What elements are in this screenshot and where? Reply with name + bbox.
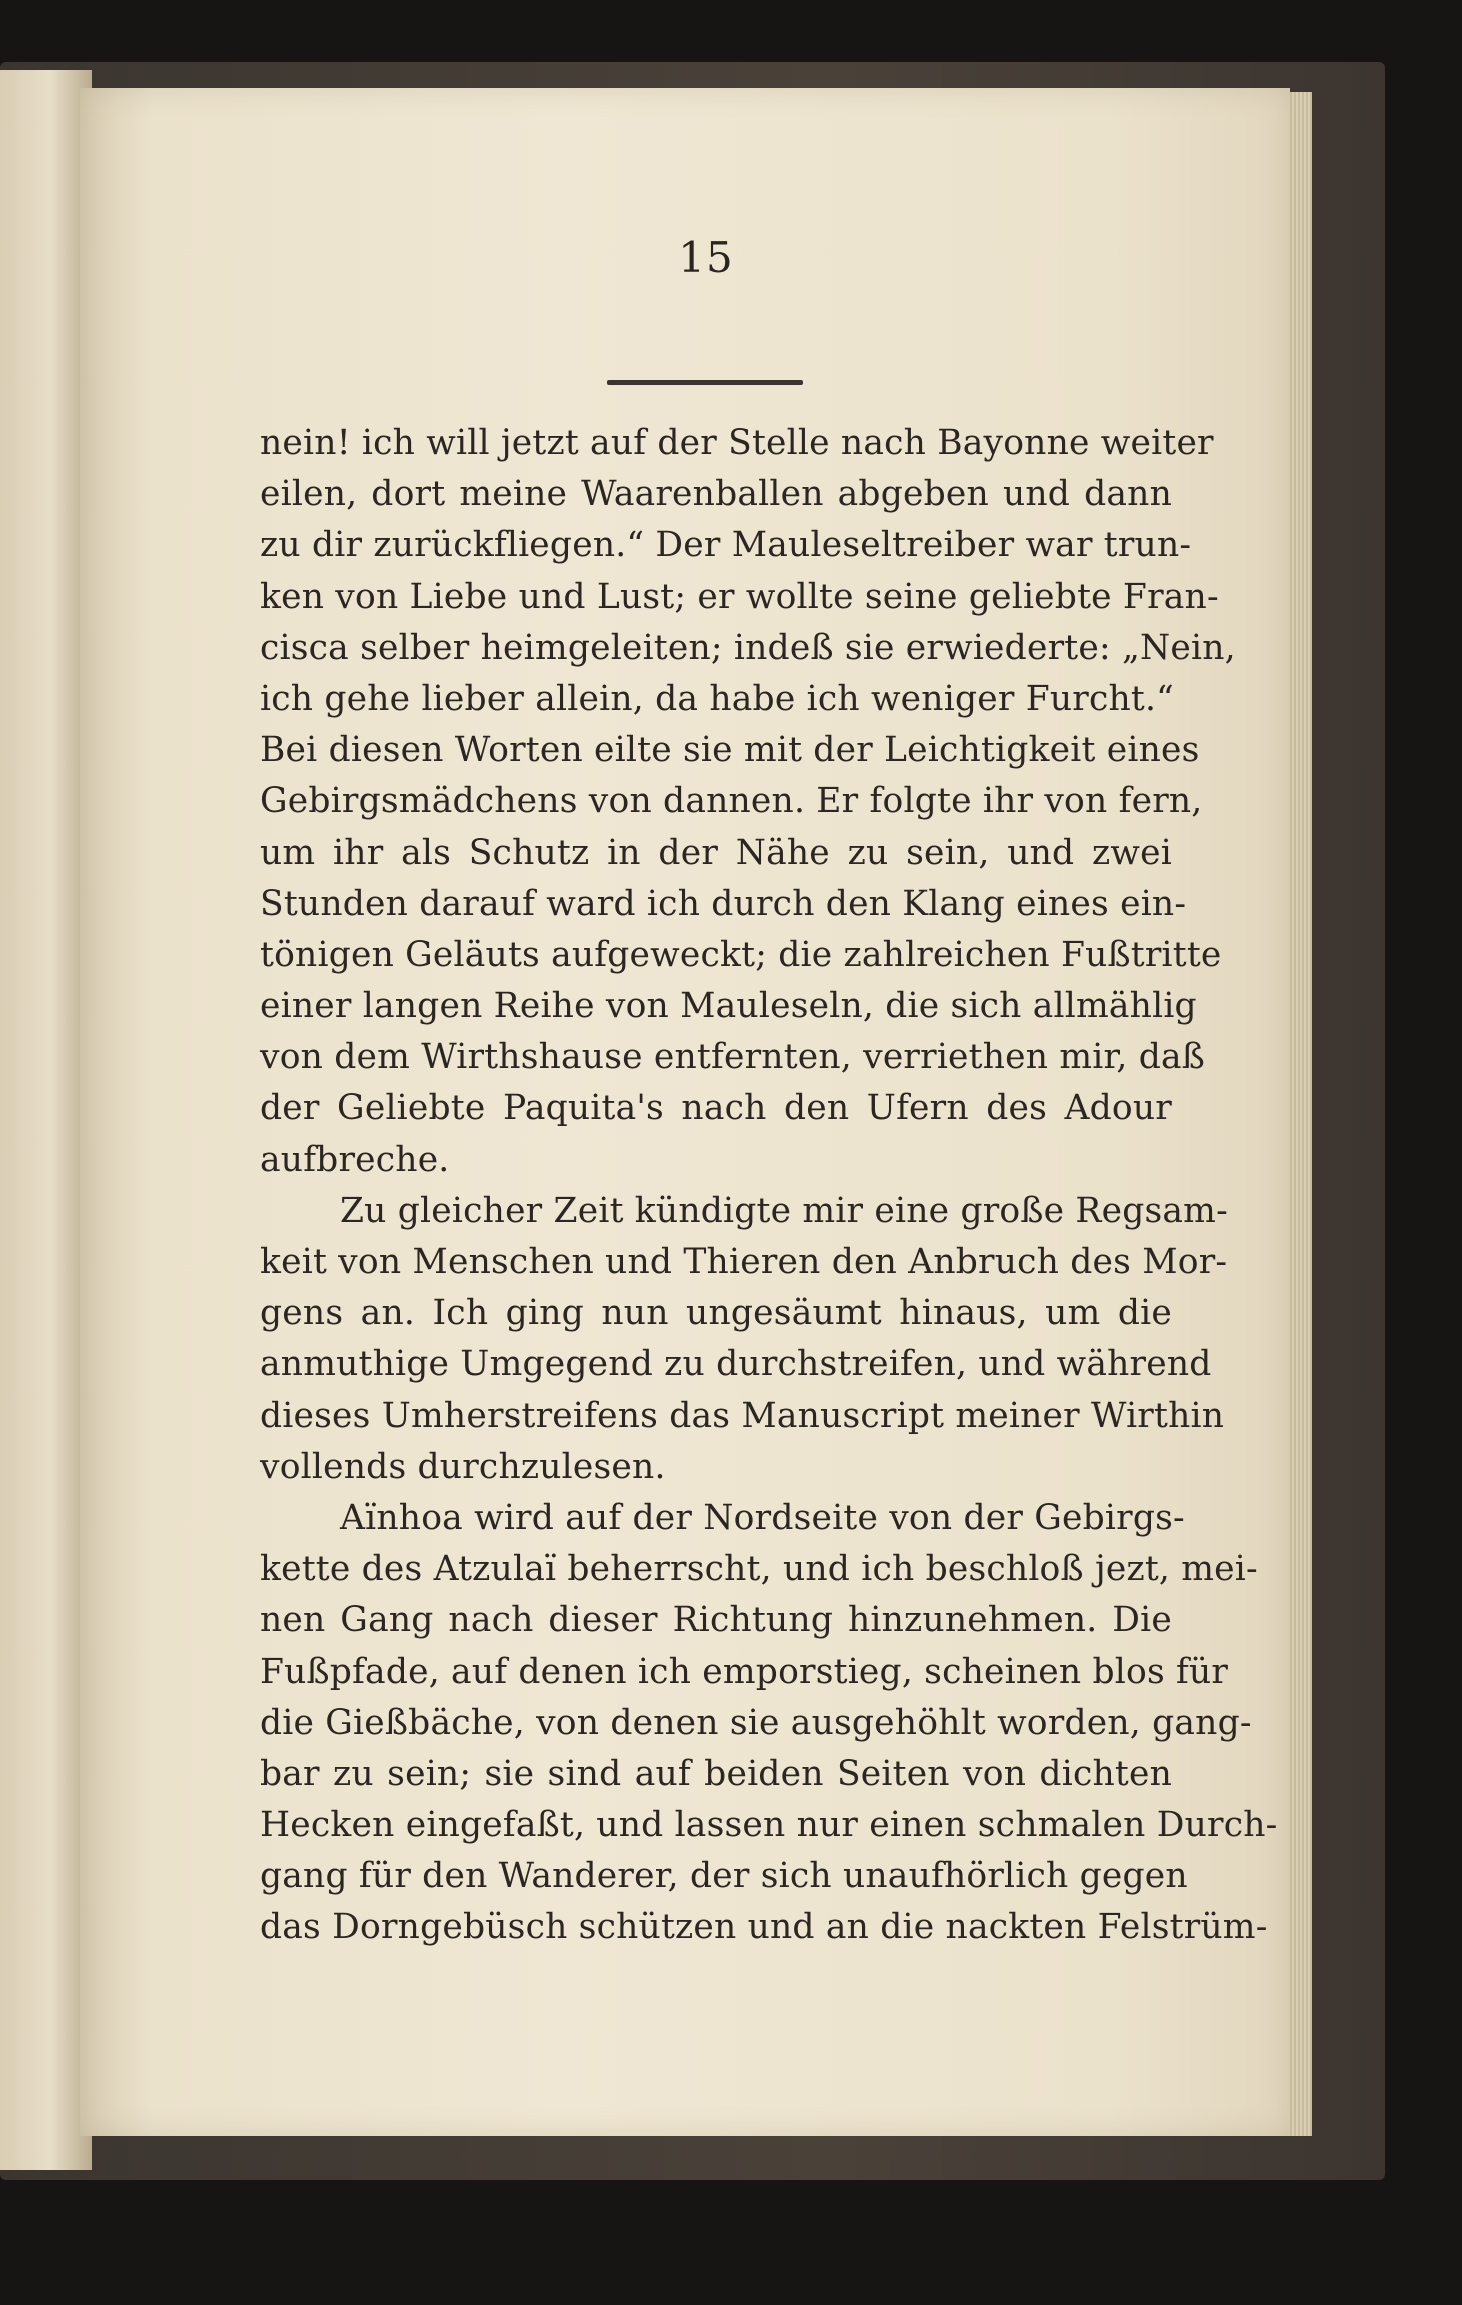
- facing-page-edge: [0, 70, 92, 2170]
- text-line: um ihr als Schutz in der Nähe zu sein, und zwei: [260, 832, 1172, 873]
- page-number: 15: [678, 233, 734, 282]
- text-line: gang für den Wanderer, der sich unaufhörlich gegen: [260, 1856, 1188, 1897]
- text-line: einer langen Reihe von Mauleseln, die sich allmählig: [260, 986, 1197, 1027]
- text-line: anmuthige Umgegend zu durchstreifen, und während: [260, 1344, 1212, 1385]
- page-body-text: [260, 418, 1278, 1954]
- text-line: gens an. Ich ging nun ungesäumt hinaus, um die: [260, 1293, 1172, 1334]
- text-line: aufbreche.: [260, 1139, 450, 1180]
- text-line: tönigen Geläuts aufgeweckt; die zahlreichen Fußtritte: [260, 934, 1222, 975]
- page-stack-edge: [1290, 92, 1312, 2136]
- text-line: kette des Atzulaï beherrscht, und ich beschloß jezt, mei-: [260, 1549, 1258, 1590]
- text-line: der Geliebte Paquita's nach den Ufern des Adour: [260, 1088, 1172, 1129]
- text-line: vollends durchzulesen.: [260, 1446, 666, 1487]
- text-line: nein! ich will jetzt auf der Stelle nach Bayonne weiter: [260, 423, 1214, 463]
- text-line: zu dir zurückfliegen.“ Der Mauleseltreiber war trun-: [260, 525, 1192, 566]
- text-line: Gebirgsmädchens von dannen. Er folgte ihr von fern,: [260, 781, 1203, 822]
- header-rule: [607, 380, 803, 385]
- text-line: Aïnhoa wird auf der Nordseite von der Gebirgs-: [340, 1497, 1185, 1538]
- text-line: Hecken eingefaßt, und lassen nur einen schmalen Durch-: [260, 1805, 1278, 1846]
- book-page: [80, 88, 1290, 2136]
- text-line: ken von Liebe und Lust; er wollte seine geliebte Fran-: [260, 576, 1219, 617]
- text-line: cisca selber heimgeleiten; indeß sie erwiederte: „Nein,: [260, 627, 1236, 668]
- text-line: Stunden darauf ward ich durch den Klang eines ein-: [260, 883, 1187, 924]
- text-line: das Dorngebüsch schützen und an die nackten Felstrüm-: [260, 1907, 1268, 1948]
- text-line: keit von Menschen und Thieren den Anbruch des Mor-: [260, 1242, 1228, 1282]
- text-line: Bei diesen Worten eilte sie mit der Leichtigkeit eines: [260, 730, 1200, 771]
- text-line: eilen, dort meine Waarenballen abgeben und dann: [260, 474, 1172, 515]
- text-line: ich gehe lieber allein, da habe ich weniger Furcht.“: [260, 678, 1174, 719]
- text-line: bar zu sein; sie sind auf beiden Seiten von dichten: [260, 1753, 1172, 1794]
- text-line: Zu gleicher Zeit kündigte mir eine große Regsam-: [340, 1190, 1228, 1231]
- text-line: dieses Umherstreifens das Manuscript meiner Wirthin: [260, 1395, 1225, 1436]
- text-line: von dem Wirthshause entfernten, verriethen mir, daß: [260, 1037, 1206, 1078]
- text-line: die Gießbäche, von denen sie ausgehöhlt worden, gang-: [260, 1702, 1252, 1743]
- text-line: nen Gang nach dieser Richtung hinzunehmen. Die: [260, 1600, 1172, 1641]
- text-line: Fußpfade, auf denen ich emporstieg, scheinen blos für: [260, 1651, 1229, 1692]
